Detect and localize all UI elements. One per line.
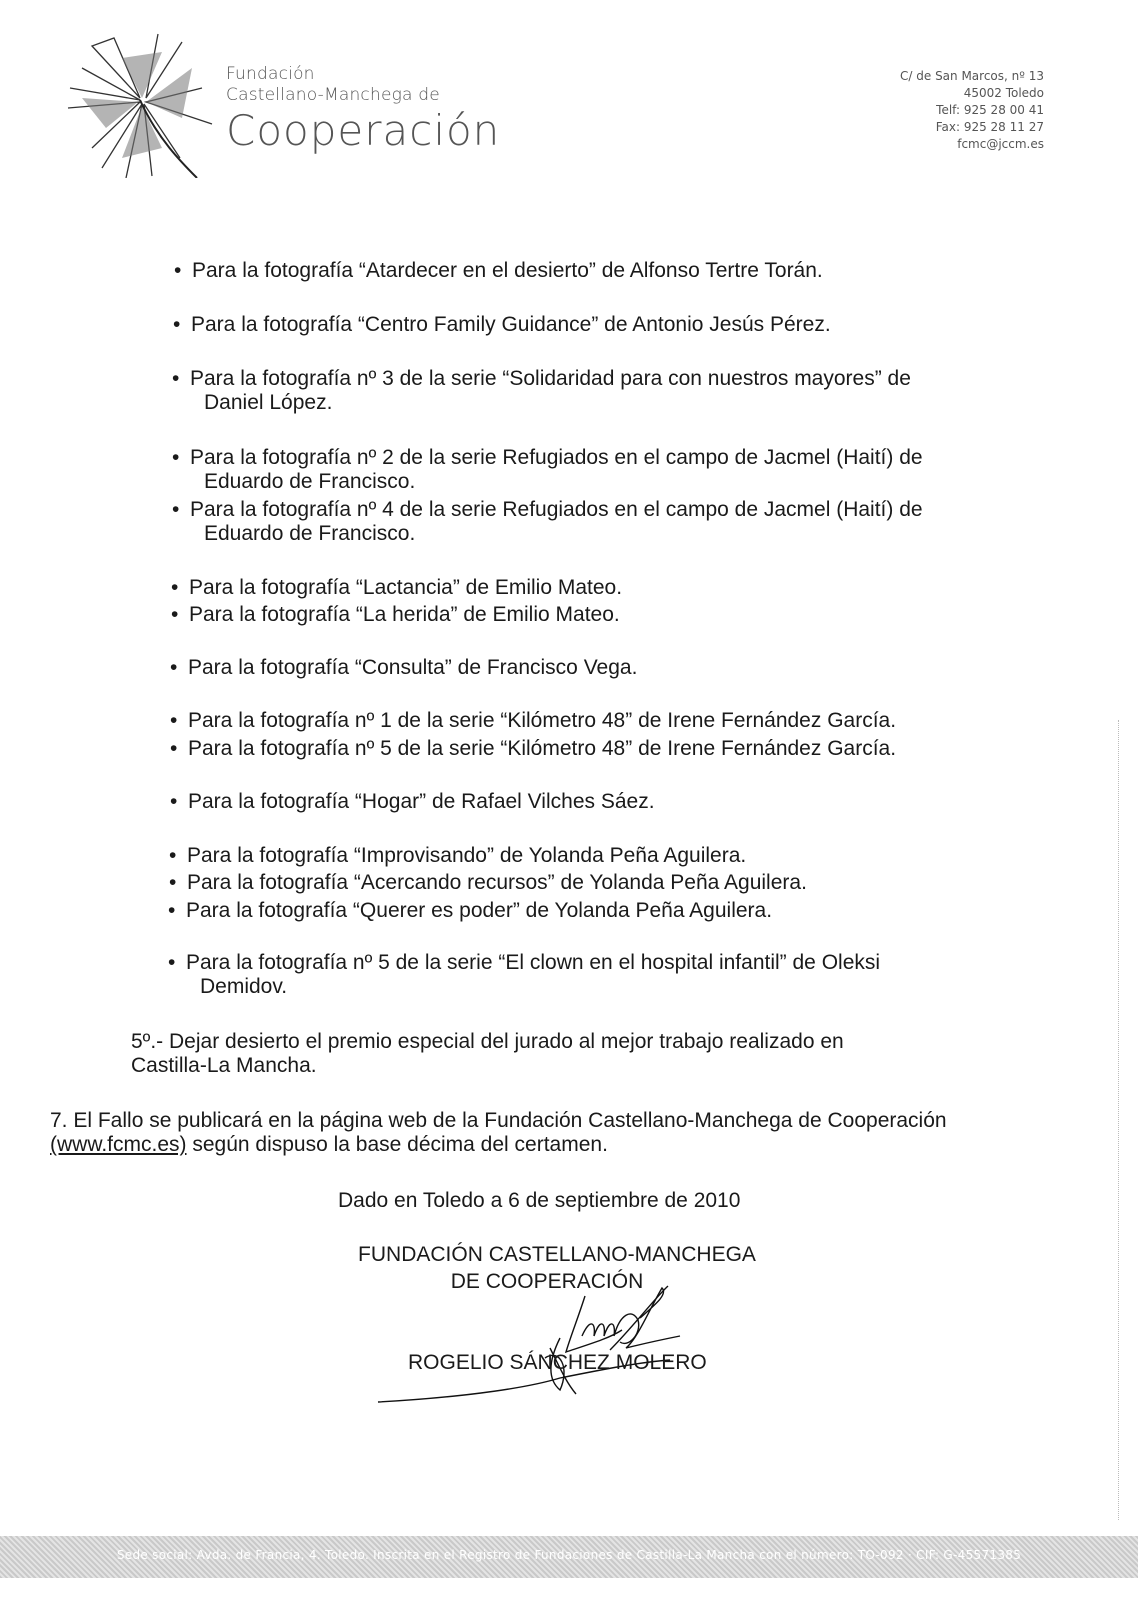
list-item <box>171 603 620 627</box>
foundation-logo <box>62 28 222 178</box>
list-item-continuation: Demidov. <box>200 975 288 998</box>
bullet-glyph: • <box>172 367 180 390</box>
footer-text: Sede social: Avda. de Francia, 4. Toledo. Inscrita en el Registro de Fundaciones de Castilla-La Mancha con el número: TO-092 · CIF: G-45571385 <box>116 1548 1022 1562</box>
list-item-text: Para la fotografía nº 5 de la serie “El clown en el hospital infantil” de Oleksi <box>186 951 881 974</box>
list-item-text: Para la fotografía nº 1 de la serie “Kilómetro 48” de Irene Fernández García. <box>188 709 897 732</box>
phone: Telf: 925 28 00 41 <box>936 103 1044 117</box>
bullet-glyph: • <box>169 844 177 867</box>
list-item-continuation: Eduardo de Francisco. <box>204 470 416 493</box>
org-line-2: Castellano-Manchega de <box>226 85 440 105</box>
point-7-line-1: 7. El Fallo se publicará en la página web de la Fundación Castellano-Manchega de Cooperación <box>50 1109 947 1132</box>
bullet-glyph: • <box>171 603 179 626</box>
list-item <box>171 576 623 600</box>
fax: Fax: 925 28 11 27 <box>935 120 1044 134</box>
point-7-line-2 <box>50 1133 1080 1157</box>
list-item-continuation: Daniel López. <box>204 391 333 414</box>
org-line-3: Cooperación <box>226 106 501 155</box>
list-item-text: Para la fotografía “Hogar” de Rafael Vilches Sáez. <box>188 790 655 813</box>
list-item <box>170 656 638 680</box>
list-item <box>172 446 923 494</box>
list-item-continuation: Eduardo de Francisco. <box>204 522 416 545</box>
signature-org-line-1: FUNDACIÓN CASTELLANO-MANCHEGA <box>358 1243 756 1266</box>
bullet-glyph: • <box>168 899 176 922</box>
list-item <box>173 313 831 337</box>
date-line: Dado en Toledo a 6 de septiembre de 2010 <box>338 1189 741 1212</box>
list-item-text: Para la fotografía “La herida” de Emilio Mateo. <box>189 603 620 626</box>
bullet-glyph: • <box>172 446 180 469</box>
point-7-line-2-rest: según dispuso la base décima del certamen. <box>186 1133 608 1156</box>
list-item-text: Para la fotografía “Querer es poder” de Yolanda Peña Aguilera. <box>186 899 773 922</box>
paragraph-point-7 <box>50 1109 1080 1157</box>
scan-edge-mark <box>1118 720 1120 1520</box>
bullet-glyph: • <box>174 259 182 282</box>
list-item <box>170 709 897 733</box>
bullet-glyph: • <box>170 737 178 760</box>
list-item <box>170 737 897 761</box>
list-item-text: Para la fotografía “Centro Family Guidance” de Antonio Jesús Pérez. <box>191 313 831 336</box>
list-item-text: Para la fotografía nº 5 de la serie “Kilómetro 48” de Irene Fernández García. <box>188 737 897 760</box>
bullet-glyph: • <box>170 790 178 813</box>
signer-name: ROGELIO SÁNCHEZ MOLERO <box>408 1351 707 1374</box>
point-5-line-1: 5º.- Dejar desierto el premio especial del jurado al mejor trabajo realizado en <box>131 1030 844 1053</box>
bullet-glyph: • <box>168 951 176 974</box>
bullet-glyph: • <box>169 871 177 894</box>
bullet-glyph: • <box>170 709 178 732</box>
list-item-text: Para la fotografía “Consulta” de Francisco Vega. <box>188 656 638 679</box>
list-item <box>172 367 911 415</box>
footer-bar <box>0 1536 1138 1578</box>
list-item-text: Para la fotografía “Acercando recursos” de Yolanda Peña Aguilera. <box>187 871 807 894</box>
list-item <box>172 498 923 546</box>
list-item-text: Para la fotografía “Atardecer en el desierto” de Alfonso Tertre Torán. <box>192 259 823 282</box>
list-item <box>168 951 881 999</box>
list-item <box>168 899 773 923</box>
list-item <box>170 790 655 814</box>
email: fcmc@jccm.es <box>957 137 1044 151</box>
bullet-glyph: • <box>172 498 180 521</box>
website-link[interactable]: (www.fcmc.es) <box>50 1133 187 1156</box>
list-item-text: Para la fotografía nº 3 de la serie “Solidaridad para con nuestros mayores” de <box>190 367 911 390</box>
bullet-glyph: • <box>170 656 178 679</box>
bullet-glyph: • <box>171 576 179 599</box>
point-5-line-2: Castilla-La Mancha. <box>131 1054 317 1077</box>
list-item <box>169 871 807 895</box>
signature-org-line-2: DE COOPERACIÓN <box>450 1270 644 1293</box>
contact-block <box>900 68 1044 153</box>
address-line-2: 45002 Toledo <box>963 86 1044 100</box>
list-item-text: Para la fotografía “Improvisando” de Yolanda Peña Aguilera. <box>187 844 747 867</box>
bullet-glyph: • <box>173 313 181 336</box>
list-item-text: Para la fotografía nº 2 de la serie Refugiados en el campo de Jacmel (Haití) de <box>190 446 923 469</box>
paragraph-point-5 <box>131 1030 991 1078</box>
list-item <box>174 259 823 283</box>
list-item-text: Para la fotografía “Lactancia” de Emilio Mateo. <box>189 576 623 599</box>
address-line-1: C/ de San Marcos, nº 13 <box>900 69 1044 83</box>
handwritten-signature <box>370 1278 690 1408</box>
list-item-text: Para la fotografía nº 4 de la serie Refugiados en el campo de Jacmel (Haití) de <box>190 498 923 521</box>
organization-name <box>226 64 500 154</box>
org-line-1: Fundación <box>226 64 315 84</box>
list-item <box>169 844 747 868</box>
